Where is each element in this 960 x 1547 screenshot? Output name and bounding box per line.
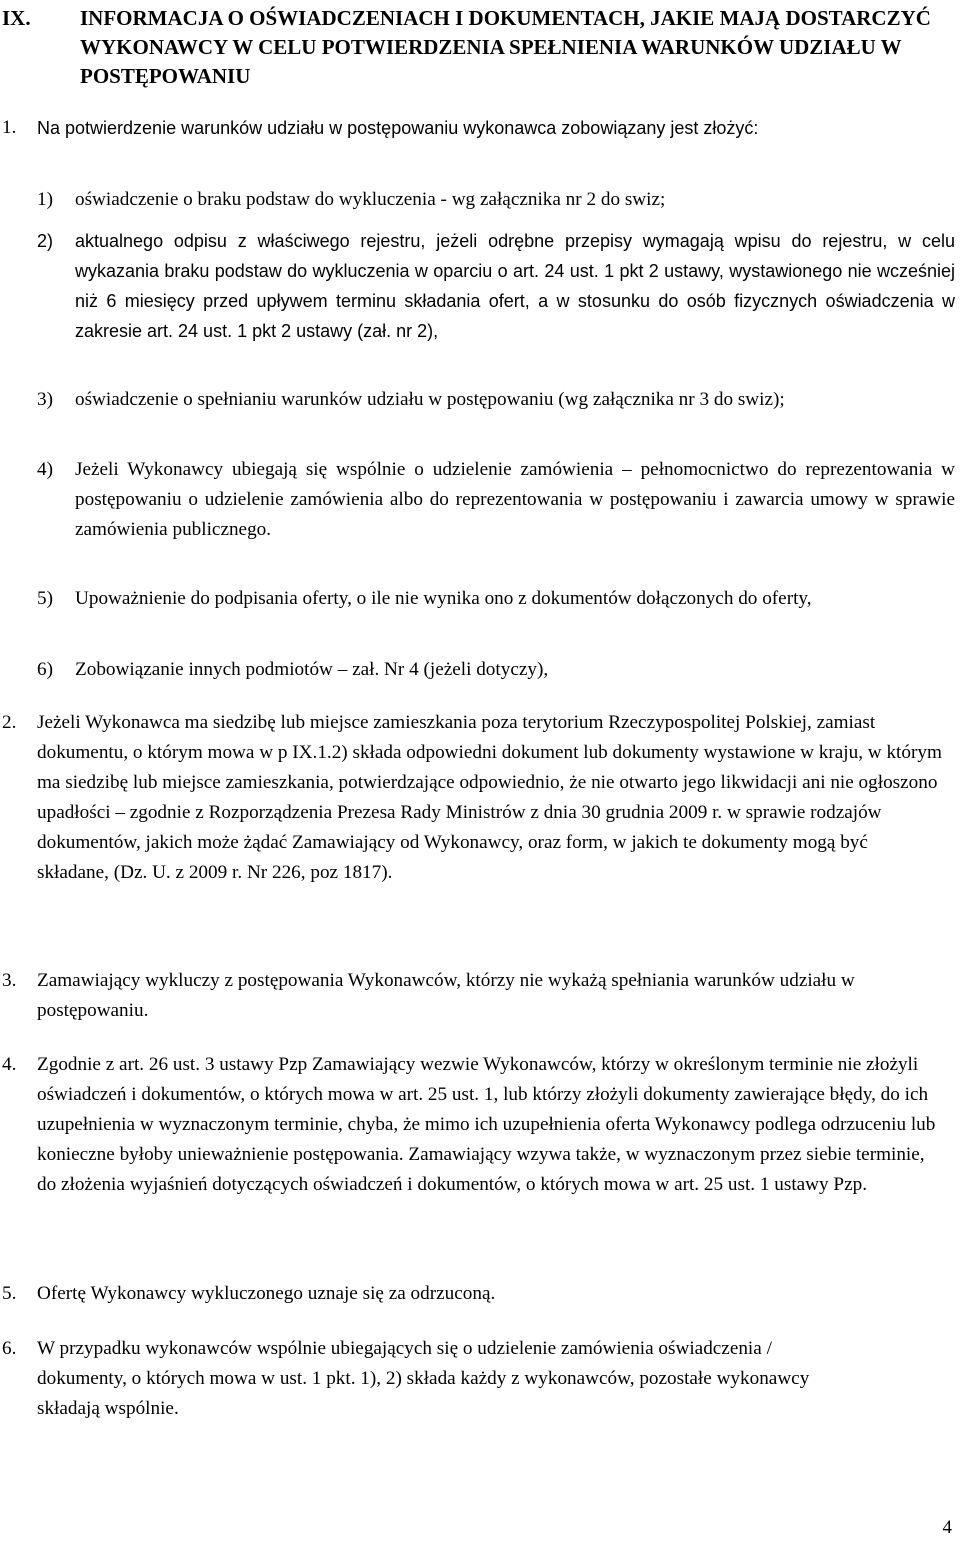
sub-item-number: 3) bbox=[37, 389, 53, 410]
sub-item-text: Jeżeli Wykonawcy ubiegają się wspólnie o udzielenie zamówienia – pełnomocnictwo do reprezentowania w postępowaniu o udzielenie zamówienia albo do reprezentowania w postępowaniu i zawarcia umowy w sprawie zamówienia publicznego. bbox=[75, 459, 955, 540]
point-number: 5. bbox=[2, 1283, 17, 1304]
point-number: 2. bbox=[2, 712, 17, 733]
point-text: W przypadku wykonawców wspólnie ubiegających się o udzielenie zamówienia oświadczenia / dokumenty, o których mowa w ust. 1 pkt. 1), 2) składa każdy z wykonawców, pozostałe wykonawcy składają wspólnie. bbox=[37, 1338, 810, 1419]
page-number: 4 bbox=[942, 1517, 952, 1538]
sub-item-text: Upoważnienie do podpisania oferty, o ile nie wynika ono z dokumentów dołączonych do oferty, bbox=[75, 588, 812, 609]
point-text: Jeżeli Wykonawca ma siedzibę lub miejsce zamieszkania poza terytorium Rzeczypospolitej Polskiej, zamiast dokumentu, o którym mowa w p IX.1.2) składa odpowiedni dokument lub dokumenty wystawione w kraju, w którym ma siedzibę lub miejsce zamieszkania, potwierdzające odpowiednio, że nie otwarto jego likwidacji ani nie ogłoszono upadłości – zgodnie z Rozporządzenia Prezesa Rady Ministrów z dnia 30 grudnia 2009 r. w sprawie rodzajów dokumentów, jakich może żądać Zamawiający od Wykonawcy, oraz form, w jakich te dokumenty mogą być składane, (Dz. U. z 2009 r. Nr 226, poz 1817). bbox=[37, 712, 942, 883]
sub-item-number: 1) bbox=[37, 189, 53, 210]
sub-item-text: oświadczenie o braku podstaw do wykluczenia - wg załącznika nr 2 do swiz; bbox=[75, 189, 666, 210]
point-text: Zgodnie z art. 26 ust. 3 ustawy Pzp Zamawiający wezwie Wykonawców, którzy w określonym terminie nie złożyli oświadczeń i dokumentów, o których mowa w art. 25 ust. 1, lub którzy złożyli dokumenty zawierające błędy, do ich uzupełnienia w wyznaczonym terminie, chyba, że mimo ich uzupełnienia oferta Wykonawcy podlega odrzuceniu lub konieczne byłoby unieważnienie postępowania. Zamawiający wzywa także, w wyznaczonym przez siebie terminie, do złożenia wyjaśnień dotyczących oświadczeń i dokumentów, o których mowa w art. 25 ust. 1 ustawy Pzp. bbox=[37, 1054, 936, 1195]
point-text: Ofertę Wykonawcy wykluczonego uznaje się za odrzuconą. bbox=[37, 1283, 496, 1304]
point-number: 6. bbox=[2, 1338, 17, 1359]
section-number: IX. bbox=[2, 6, 31, 30]
sub-item-text: oświadczenie o spełnianiu warunków udziału w postępowaniu (wg załącznika nr 3 do swiz); bbox=[75, 389, 785, 410]
point-number: 4. bbox=[2, 1054, 17, 1075]
point-number: 1. bbox=[2, 117, 17, 138]
sub-item-number: 2) bbox=[37, 231, 54, 251]
point-intro: Na potwierdzenie warunków udziału w postępowaniu wykonawca zobowiązany jest złożyć: bbox=[37, 118, 759, 138]
point-text: Zamawiający wykluczy z postępowania Wykonawców, którzy nie wykażą spełniania warunków udziału w postępowaniu. bbox=[37, 970, 855, 1021]
section-title: INFORMACJA O OŚWIADCZENIACH I DOKUMENTACH, JAKIE MAJĄ DOSTARCZYĆ WYKONAWCY W CELU POTWIERDZENIA SPEŁNIENIA WARUNKÓW UDZIAŁU W POSTĘPOWANIU bbox=[80, 6, 931, 88]
sub-item-text: Zobowiązanie innych podmiotów – zał. Nr 4 (jeżeli dotyczy), bbox=[75, 659, 549, 680]
point-number: 3. bbox=[2, 970, 17, 991]
sub-item-number: 6) bbox=[37, 659, 53, 680]
sub-item-text: aktualnego odpisu z właściwego rejestru, jeżeli odrębne przepisy wymagają wpisu do rejestru, w celu wykazania braku podstaw do wykluczenia w oparciu o art. 24 ust. 1 pkt 2 ustawy, wystawionego nie wcześniej niż 6 miesięcy przed upływem terminu składania ofert, a w stosunku do osób fizycznych oświadczenia w zakresie art. 24 ust. 1 pkt 2 ustawy (zał. nr 2), bbox=[75, 231, 955, 341]
sub-item-number: 4) bbox=[37, 459, 53, 480]
sub-item-number: 5) bbox=[37, 588, 53, 609]
